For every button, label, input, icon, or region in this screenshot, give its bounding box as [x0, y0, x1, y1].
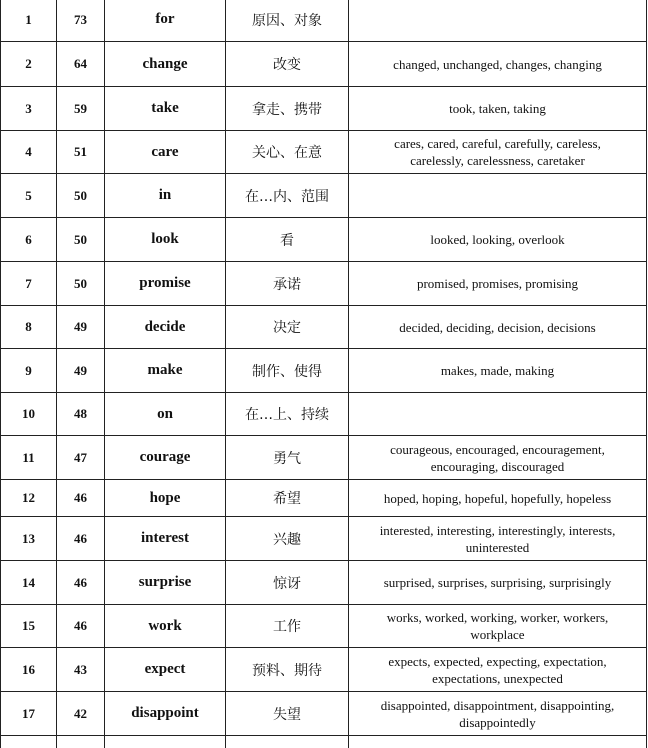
rank-cell: 17 — [1, 692, 57, 736]
frequency-cell: 42 — [57, 692, 105, 736]
frequency-cell: 49 — [57, 306, 105, 349]
table-row — [1, 174, 647, 218]
table-row — [1, 349, 647, 393]
table-row — [1, 218, 647, 262]
derived-forms-cell — [349, 174, 647, 218]
table-row — [1, 393, 647, 436]
meaning-cell: 改变 — [226, 42, 349, 87]
derived-forms-cell — [349, 605, 647, 648]
derived-line: disappointed, disappointment, disappointing, — [380, 697, 615, 713]
meaning-cell: 兴趣 — [226, 517, 349, 561]
frequency-cell: 46 — [57, 605, 105, 648]
word-cell: work — [105, 605, 226, 648]
rank-cell: 10 — [1, 393, 57, 436]
word-cell: change — [105, 42, 226, 87]
frequency-cell: 48 — [57, 393, 105, 436]
word-cell: interest — [105, 517, 226, 561]
derived-line: uninterested — [465, 539, 530, 555]
word-cell: expect — [105, 648, 226, 692]
derived-forms-cell — [349, 480, 647, 517]
derived-line: hoped, hoping, hopeful, hopefully, hopeless — [383, 490, 612, 506]
meaning-cell: 拿走、携带 — [226, 87, 349, 131]
derived-forms-cell — [349, 692, 647, 736]
table-row — [1, 436, 647, 480]
rank-cell: 14 — [1, 561, 57, 605]
derived-line: makes, made, making — [440, 363, 555, 378]
rank-cell: 15 — [1, 605, 57, 648]
rank-cell: 9 — [1, 349, 57, 393]
table-row — [1, 648, 647, 692]
table-row — [1, 0, 647, 42]
frequency-cell: 46 — [57, 517, 105, 561]
table-row — [1, 692, 647, 736]
table-row — [1, 262, 647, 306]
derived-line: took, taken, taking — [449, 101, 546, 116]
meaning-cell: 原因、对象 — [226, 0, 349, 42]
meaning-cell: 承诺 — [226, 262, 349, 306]
derived-line: expects, expected, expecting, expectation, — [388, 653, 607, 669]
frequency-cell: 50 — [57, 262, 105, 306]
derived-forms-cell — [349, 393, 647, 436]
derived-line: cares, cared, careful, carefully, careless, — [394, 136, 601, 151]
rank-cell: 11 — [1, 436, 57, 480]
derived-line: interested, interesting, interestingly, interests, — [379, 522, 616, 538]
meaning-cell: 惊讶 — [226, 561, 349, 605]
derived-forms-cell — [349, 218, 647, 262]
derived-line: decided, deciding, decision, decisions — [399, 319, 596, 335]
table-row — [1, 306, 647, 349]
table-row — [1, 42, 647, 87]
derived-forms-cell — [349, 648, 647, 692]
table-row — [1, 561, 647, 605]
meaning-cell: 在…上、持续 — [226, 393, 349, 436]
derived-line: courageous, encouraged, encouragement, — [390, 441, 605, 457]
meaning-cell: 关心、在意 — [226, 131, 349, 174]
meaning-cell: 在…内、范围 — [226, 174, 349, 218]
word-cell: promise — [105, 262, 226, 306]
rank-cell: 2 — [1, 42, 57, 87]
word-cell: hope — [105, 480, 226, 517]
table-row — [1, 131, 647, 174]
derived-forms-cell — [349, 561, 647, 605]
derived-forms-cell — [349, 0, 647, 42]
word-cell: surprise — [105, 561, 226, 605]
meaning-cell: 制作、使得 — [226, 349, 349, 393]
frequency-cell: 49 — [57, 349, 105, 393]
word-cell: for — [105, 0, 226, 42]
table-body — [1, 0, 647, 748]
meaning-cell: 看 — [226, 218, 349, 262]
frequency-cell: 46 — [57, 480, 105, 517]
table-row — [1, 517, 647, 561]
derived-line: disappointedly — [459, 714, 536, 730]
derived-forms-cell — [349, 42, 647, 87]
frequency-cell: 47 — [57, 436, 105, 480]
meaning-cell: 勇气 — [226, 436, 349, 480]
word-cell: decide — [105, 306, 226, 349]
rank-cell: 7 — [1, 262, 57, 306]
derived-forms-cell — [349, 306, 647, 349]
rank-cell: 5 — [1, 174, 57, 218]
word-cell: courage — [105, 436, 226, 480]
rank-cell: 13 — [1, 517, 57, 561]
derived-line: surprised, surprises, surprising, surprisingly — [383, 575, 612, 590]
frequency-cell: 46 — [57, 561, 105, 605]
rank-cell: 3 — [1, 87, 57, 131]
derived-forms-cell — [349, 87, 647, 131]
rank-cell: 1 — [1, 0, 57, 42]
word-cell: on — [105, 393, 226, 436]
table-row — [1, 605, 647, 648]
rank-cell: 16 — [1, 648, 57, 692]
word-cell: look — [105, 218, 226, 262]
meaning-cell: 预料、期待 — [226, 648, 349, 692]
frequency-cell: 43 — [57, 648, 105, 692]
derived-line: changed, unchanged, changes, changing — [393, 56, 602, 72]
frequency-cell: 59 — [57, 87, 105, 131]
rank-cell: 4 — [1, 131, 57, 174]
frequency-cell: 51 — [57, 131, 105, 174]
word-cell: in — [105, 174, 226, 218]
word-cell: care — [105, 131, 226, 174]
meaning-cell: 决定 — [226, 306, 349, 349]
rank-cell: 6 — [1, 218, 57, 262]
frequency-cell: 64 — [57, 42, 105, 87]
rank-cell: 12 — [1, 480, 57, 517]
meaning-cell: 失望 — [226, 692, 349, 736]
table-row — [1, 87, 647, 131]
table-row — [1, 480, 647, 517]
derived-forms-cell — [349, 349, 647, 393]
derived-forms-cell — [349, 436, 647, 480]
frequency-cell: 50 — [57, 174, 105, 218]
word-cell: disappoint — [105, 692, 226, 736]
derived-forms-cell — [349, 262, 647, 306]
derived-line: looked, looking, overlook — [430, 232, 565, 247]
word-cell: take — [105, 87, 226, 131]
word-cell: make — [105, 349, 226, 393]
derived-line: expectations, unexpected — [432, 670, 563, 686]
derived-line: promised, promises, promising — [416, 276, 579, 291]
meaning-cell: 希望 — [226, 480, 349, 517]
meaning-cell: 工作 — [226, 605, 349, 648]
derived-line: encouraging, discouraged — [430, 458, 565, 474]
rank-cell: 8 — [1, 306, 57, 349]
frequency-cell: 73 — [57, 0, 105, 42]
derived-line: works, worked, working, worker, workers, — [386, 610, 609, 625]
derived-line: carelessly, carelessness, caretaker — [410, 153, 585, 168]
derived-line: workplace — [470, 627, 525, 642]
derived-forms-cell — [349, 131, 647, 174]
derived-forms-cell — [349, 517, 647, 561]
frequency-cell: 50 — [57, 218, 105, 262]
